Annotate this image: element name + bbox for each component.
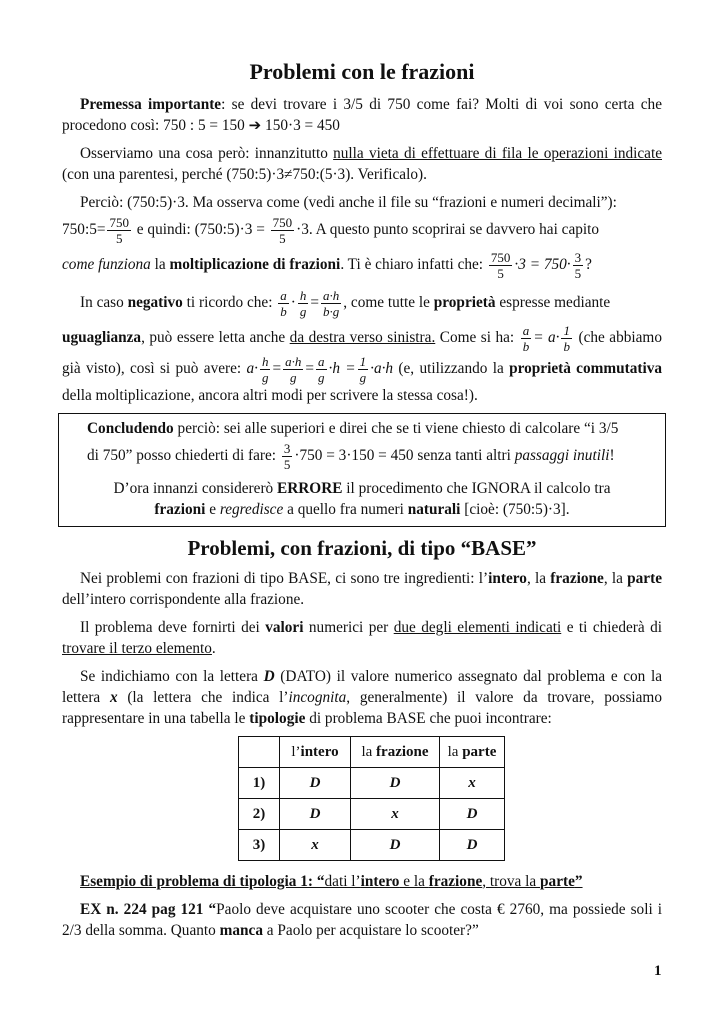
moltiplicazione-label: moltiplicazione di frazioni bbox=[169, 256, 341, 274]
expr-750-5: 750:5= bbox=[62, 221, 106, 239]
text: Nei problemi con frazioni di tipo BASE, ci sono tre ingredienti: l’ bbox=[80, 570, 489, 587]
premessa-result: 150·3 = 450 bbox=[261, 117, 340, 134]
text-la: la bbox=[150, 256, 170, 274]
table-cell: D bbox=[280, 799, 351, 830]
text: di problema BASE che puoi incontrare: bbox=[305, 710, 552, 727]
text: senza tanti altri bbox=[413, 447, 515, 465]
concludendo-bold: Concludendo bbox=[87, 420, 174, 437]
text: a Paolo per acquistare lo scooter?” bbox=[262, 922, 479, 939]
question-mark: ? bbox=[585, 256, 592, 274]
passaggi-inutili: passaggi inutili bbox=[514, 447, 610, 465]
percio-expression-line bbox=[62, 215, 662, 246]
fraction-3-5 bbox=[573, 250, 584, 281]
intero-bold: intero bbox=[488, 570, 527, 587]
frac-num: a·h bbox=[285, 354, 302, 369]
text: D’ora innanzi considererò bbox=[113, 480, 278, 497]
frac-den: b bbox=[563, 339, 570, 354]
header-bold: frazione bbox=[376, 743, 429, 760]
tipologie-table bbox=[238, 736, 505, 861]
table-row bbox=[239, 830, 505, 861]
fraction-1-g bbox=[358, 354, 369, 385]
exercise-ref: EX n. 224 pag 121 “ bbox=[80, 901, 217, 918]
box-line-1 bbox=[69, 418, 655, 439]
text: [cioè: (750:5)·3]. bbox=[460, 501, 570, 518]
exercise-text bbox=[62, 899, 662, 941]
paragraph-negativo bbox=[62, 288, 662, 406]
paragraph-lettera bbox=[62, 666, 662, 729]
come-funziona: come funziona bbox=[62, 256, 151, 274]
text: , la bbox=[526, 570, 551, 587]
text: della moltiplicazione, ancora altri modi per scrivere la stessa cosa!). bbox=[62, 387, 478, 404]
text: dell’intero corrispondente alla frazione. bbox=[62, 591, 305, 608]
header-frazione bbox=[351, 737, 440, 768]
text: di 750” posso chiederti di fare: bbox=[87, 447, 280, 465]
expr: ·750 = 3·150 = 450 bbox=[294, 447, 414, 465]
text: intero bbox=[360, 873, 400, 890]
paragraph-valori bbox=[62, 617, 662, 659]
text: (DATO) il valore numerico assegnato dal problema e con la lettera bbox=[62, 668, 662, 706]
table-cell: D bbox=[440, 799, 505, 830]
frac-den: b·g bbox=[323, 304, 340, 319]
frac-num: a·h bbox=[323, 288, 340, 303]
text: , la bbox=[603, 570, 628, 587]
expr: a· bbox=[246, 360, 258, 378]
fraction-h-g bbox=[298, 288, 309, 319]
text: numerici per bbox=[303, 619, 394, 636]
errore-bold: ERRORE bbox=[277, 480, 343, 497]
table-cell: x bbox=[351, 799, 440, 830]
osserviamo-text-end: (con una parentesi, perché (750:5)·3≠750:(5·3). Verificalo). bbox=[62, 166, 427, 183]
destra-sinistra: da destra verso sinistra. bbox=[289, 329, 436, 347]
text-chiaro: . Ti è chiaro infatti che: bbox=[340, 256, 487, 274]
tipologie-bold: tipologie bbox=[249, 710, 306, 727]
row-label: 2) bbox=[239, 799, 280, 830]
text: Esempio di problema di tipologia 1: “ bbox=[80, 873, 325, 890]
header-pre: la bbox=[361, 743, 377, 760]
text: ! bbox=[609, 447, 615, 465]
regredisce: regredisce bbox=[219, 501, 284, 518]
letter-d: D bbox=[263, 668, 275, 685]
commutativa-bold: proprietà commutativa bbox=[509, 360, 662, 378]
table-cell: D bbox=[440, 830, 505, 861]
proprieta-bold: proprietà bbox=[433, 294, 496, 312]
text: e la bbox=[399, 873, 429, 890]
expr-quindi: e quindi: (750:5)·3 = bbox=[132, 221, 269, 239]
valori-bold: valori bbox=[265, 619, 304, 636]
frac-den: g bbox=[261, 370, 269, 385]
text: ” bbox=[574, 873, 583, 890]
terzo-elemento: trovare il terzo elemento bbox=[62, 640, 212, 657]
frac-num: 750 bbox=[272, 215, 293, 230]
paragraph-ingredienti bbox=[62, 568, 662, 610]
frac-num: 1 bbox=[359, 354, 367, 369]
text: e ti chiederà di bbox=[561, 619, 663, 636]
parte-bold: parte bbox=[627, 570, 662, 587]
naturali-bold: naturali bbox=[407, 501, 461, 518]
fraction-a-b bbox=[278, 288, 289, 319]
frac-den: b bbox=[522, 339, 530, 354]
negativo-line-1: In caso negativo ti ricordo che: $\frac{a}{b}$ · $\frac{h}{g}$ = $\frac{a\cdot h}{b\cdot g}$ , come tutte le proprietà espresse mediante bbox=[80, 288, 611, 319]
frac-den: b bbox=[280, 304, 287, 319]
fraction-ah-bg bbox=[321, 288, 341, 319]
fraction-750-5 bbox=[107, 215, 131, 246]
text: , può essere letta anche bbox=[141, 329, 290, 347]
frac-num: 3 bbox=[283, 441, 291, 456]
example-underline bbox=[80, 873, 583, 890]
table-cell: D bbox=[280, 768, 351, 799]
text: Se indichiamo con la lettera bbox=[80, 668, 264, 685]
table-cell: D bbox=[351, 768, 440, 799]
uguaglianza-bold: uguaglianza bbox=[62, 329, 142, 347]
header-bold: intero bbox=[300, 743, 339, 760]
table-header-row bbox=[239, 737, 505, 768]
box-line-2 bbox=[69, 441, 655, 472]
expr: = a· bbox=[533, 329, 560, 347]
page-title: Problemi con le frazioni bbox=[249, 59, 475, 84]
row-label: 1) bbox=[239, 768, 280, 799]
row-label: 3) bbox=[239, 830, 280, 861]
text: Il problema deve fornirti dei bbox=[80, 619, 266, 636]
arrow-right-icon: ➔ bbox=[248, 116, 262, 134]
frac-num: h bbox=[299, 288, 307, 303]
percio-moltiplicazione-line bbox=[62, 250, 662, 281]
frac-num: a bbox=[280, 288, 287, 303]
text: (la lettera che indica l’ bbox=[117, 689, 289, 706]
text: a quello fra numeri bbox=[283, 501, 408, 518]
table-cell: x bbox=[280, 830, 351, 861]
document-page bbox=[62, 58, 662, 948]
fraction-h-g-2 bbox=[260, 354, 271, 385]
due-elementi: due degli elementi indicati bbox=[393, 619, 562, 636]
header-intero bbox=[280, 737, 351, 768]
text: (e, utilizzando la bbox=[393, 360, 510, 378]
text: Paolo deve acquistare uno scooter che costa € 2760, ma possiede soli i 2/3 della somma. Quanto bbox=[62, 901, 662, 939]
text: . bbox=[211, 640, 216, 657]
text: , come tutte le bbox=[343, 294, 434, 312]
text: perciò: sei alle superiori e direi che se ti viene chiesto di calcolare “i 3/5 bbox=[173, 420, 619, 437]
box-line-3 bbox=[69, 478, 655, 499]
header-pre: la bbox=[447, 743, 463, 760]
frac-num: h bbox=[261, 354, 269, 369]
frac-den: g bbox=[359, 370, 367, 385]
negativo-bold: negativo bbox=[127, 294, 183, 312]
box-line-4 bbox=[69, 499, 655, 520]
text: Come si ha: bbox=[435, 329, 519, 347]
negativo-line-2: uguaglianza, può essere letta anche da destra verso sinistra. Come si ha: $\frac{a}{b}$ = a· $\frac{1}{b}$ (che abbiamo già visto), così si può avere: a· $\frac{h}{g}$ = $\frac{a\cdot h}{g}$ = $\frac{a}{g}$ ·h = $\frac{1}{g}$ ·a·h (e, utilizzando la proprietà commutativa della moltiplicazione, ancora altri modi per scrivere la stessa cosa!). bbox=[62, 323, 662, 404]
text: il procedimento che IGNORA il calcolo tra bbox=[342, 480, 611, 497]
example-heading bbox=[62, 871, 662, 892]
frazioni-bold: frazioni bbox=[154, 501, 206, 518]
frac-den: 5 bbox=[283, 457, 291, 472]
incognita: incognita bbox=[288, 689, 347, 706]
osserviamo-underlined: nulla vieta di effettuare di fila le operazioni indicate bbox=[333, 145, 662, 162]
frac-den: 5 bbox=[279, 231, 286, 246]
frac-num: 750 bbox=[490, 250, 511, 265]
section-title: Problemi, con frazioni, di tipo “BASE” bbox=[187, 536, 537, 560]
fraction-3-5-box bbox=[282, 441, 293, 472]
text: ti ricordo che: bbox=[182, 294, 277, 312]
frac-den: g bbox=[289, 370, 297, 385]
header-pre: l’ bbox=[291, 743, 301, 760]
letter-x: x bbox=[109, 689, 118, 706]
frac-den: 5 bbox=[115, 231, 123, 246]
conclusion-box bbox=[58, 413, 666, 527]
frazione-bold: frazione bbox=[550, 570, 604, 587]
expr: ·h = bbox=[328, 360, 356, 378]
text: e bbox=[205, 501, 220, 518]
fraction-a-b-2 bbox=[521, 323, 532, 354]
header-parte bbox=[440, 737, 505, 768]
osserviamo-text: Osserviamo una cosa però: innanzitutto bbox=[80, 145, 334, 162]
fraction-a-g bbox=[316, 354, 327, 385]
text: , generalmente) il valore da trovare, possiamo rappresentare in una tabella le bbox=[62, 689, 662, 727]
frac-den: 5 bbox=[574, 266, 582, 281]
text: dati l’ bbox=[324, 873, 361, 890]
premessa-label: Premessa importante bbox=[80, 96, 222, 113]
premessa-text: : se devi trovare i 3/5 di 750 come fai? Molti di voi sono certa che procedono così: 750 : 5 = 150 bbox=[62, 96, 662, 134]
expr: ·a·h bbox=[370, 360, 394, 378]
paragraph-percio bbox=[62, 192, 662, 281]
manca-bold: manca bbox=[219, 922, 263, 939]
page-number: 1 bbox=[654, 963, 662, 979]
table-cell: D bbox=[351, 830, 440, 861]
text: frazione bbox=[428, 873, 483, 890]
text: parte bbox=[540, 873, 575, 890]
percio-text: Perciò: (750:5)·3. Ma osserva come (vedi anche il file su “frazioni e numeri decimali”): bbox=[80, 194, 617, 211]
expr-eq: ·3 = 750· bbox=[514, 256, 571, 274]
table-cell: x bbox=[440, 768, 505, 799]
text: , trova la bbox=[482, 873, 541, 890]
frac-den: g bbox=[299, 304, 307, 319]
table-row bbox=[239, 799, 505, 830]
text: In caso bbox=[80, 294, 128, 312]
fraction-ah-g bbox=[283, 354, 303, 385]
frac-num: a bbox=[522, 323, 530, 338]
header-bold: parte bbox=[462, 743, 497, 760]
frac-num: a bbox=[318, 354, 325, 369]
frac-num: 1 bbox=[563, 323, 570, 338]
frac-num: 750 bbox=[109, 215, 129, 230]
frac-den: g bbox=[318, 370, 325, 385]
fraction-750-5-b bbox=[271, 215, 295, 246]
expr-after: ·3. A questo punto scoprirai se davvero hai capito bbox=[296, 221, 600, 239]
fraction-750-5-c bbox=[489, 250, 513, 281]
text: espresse mediante bbox=[495, 294, 611, 312]
paragraph-osserviamo bbox=[62, 143, 662, 185]
fraction-1-b bbox=[561, 323, 572, 354]
frac-den: 5 bbox=[497, 266, 504, 281]
table-corner bbox=[239, 737, 280, 768]
paragraph-premessa bbox=[62, 94, 662, 136]
frac-num: 3 bbox=[574, 250, 582, 265]
table-row bbox=[239, 768, 505, 799]
text: (che abbiamo già visto), così si può avere: bbox=[62, 329, 662, 378]
